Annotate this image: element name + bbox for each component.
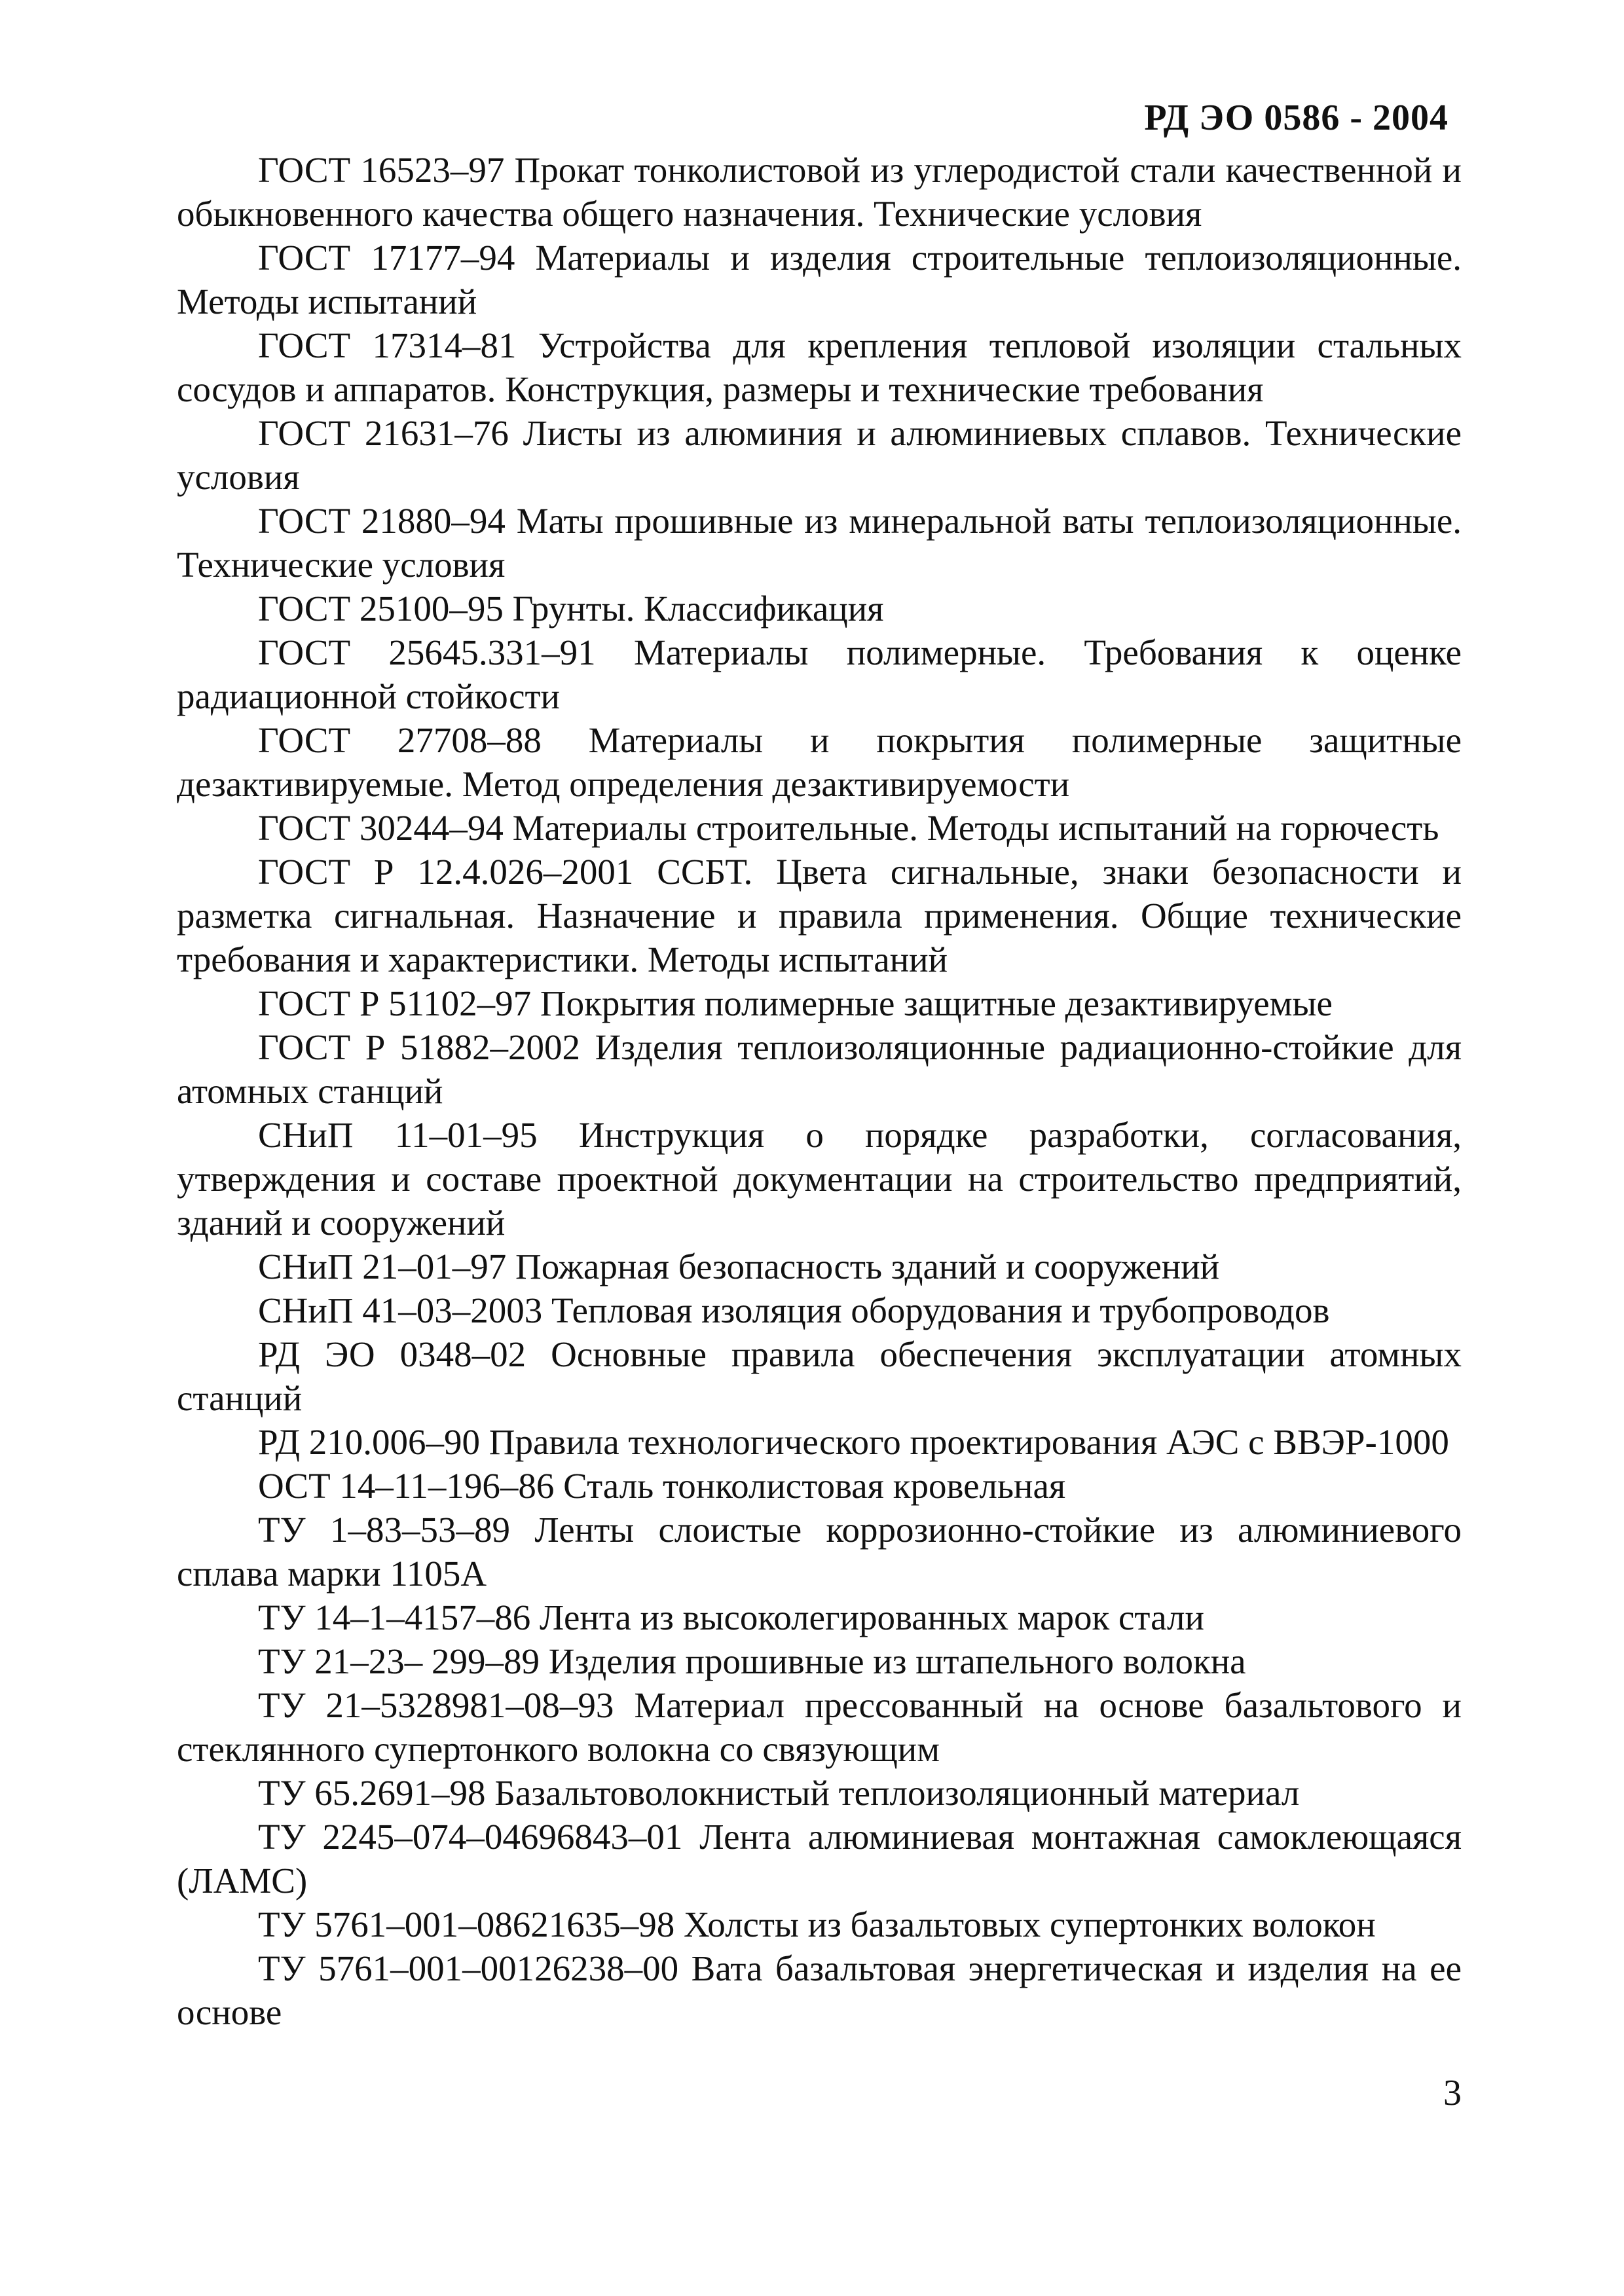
reference-entry: ТУ 5761–001–08621635–98 Холсты из базальтовых супертонких волокон — [258, 1904, 1376, 1944]
reference-entry: ГОСТ 27708–88 Материалы и покрытия полимерные защитные дезактивируемые. Метод определения дезактивируемости — [177, 720, 1462, 804]
reference-entry: СНиП 41–03–2003 Тепловая изоляция оборудования и трубопроводов — [258, 1290, 1330, 1330]
reference-entry: ТУ 5761–001–00126238–00 Вата базальтовая энергетическая и изделия на ее основе — [177, 1948, 1462, 2032]
reference-entry: ГОСТ 25100–95 Грунты. Классификация — [258, 589, 884, 629]
page-number: 3 — [1443, 2073, 1462, 2113]
reference-entry: СНиП 21–01–97 Пожарная безопасность зданий и сооружений — [258, 1247, 1220, 1286]
reference-entry: ГОСТ 21880–94 Маты прошивные из минеральной ваты теплоизоляционные. Технические условия — [177, 501, 1462, 585]
reference-entry: ГОСТ 17314–81 Устройства для крепления тепловой изоляции стальных сосудов и аппаратов. Конструкция, размеры и технические требования — [177, 325, 1462, 409]
reference-entry: ГОСТ 17177–94 Материалы и изделия строительные теплоизоляционные. Методы испытаний — [177, 238, 1462, 321]
reference-entry: ОСТ 14–11–196–86 Сталь тонколистовая кровельная — [258, 1466, 1066, 1506]
document-code-header: РД ЭО 0586 - 2004 — [1144, 98, 1449, 138]
reference-entry: ТУ 21–23– 299–89 Изделия прошивные из штапельного волокна — [258, 1641, 1246, 1681]
reference-entry: ТУ 1–83–53–89 Ленты слоистые коррозионно-стойкие из алюминиевого сплава марки 1105А — [177, 1510, 1462, 1594]
reference-entry: СНиП 11–01–95 Инструкция о порядке разработки, согласования, утверждения и составе проектной документации на строительство предприятий, зданий и сооружений — [177, 1115, 1462, 1243]
reference-entry: ТУ 21–5328981–08–93 Материал прессованный на основе базальтового и стеклянного супертонкого волокна со связующим — [177, 1685, 1462, 1769]
reference-entry: ГОСТ 30244–94 Материалы строительные. Методы испытаний на горючесть — [258, 808, 1439, 848]
reference-entry: РД ЭО 0348–02 Основные правила обеспечения эксплуатации атомных станций — [177, 1334, 1462, 1418]
normative-references-list — [177, 148, 1462, 2034]
reference-entry: РД 210.006–90 Правила технологического проектирования АЭС с ВВЭР-1000 — [258, 1422, 1449, 1462]
reference-entry: ТУ 65.2691–98 Базальтоволокнистый теплоизоляционный материал — [258, 1773, 1300, 1813]
reference-entry: ГОСТ 25645.331–91 Материалы полимерные. Требования к оценке радиационной стойкости — [177, 632, 1462, 716]
reference-entry: ГОСТ Р 51882–2002 Изделия теплоизоляционные радиационно-стойкие для атомных станций — [177, 1027, 1462, 1111]
reference-entry: ГОСТ 21631–76 Листы из алюминия и алюминиевых сплавов. Технические условия — [177, 413, 1462, 497]
reference-entry: ТУ 14–1–4157–86 Лента из высоколегированных марок стали — [258, 1597, 1204, 1637]
reference-entry: ГОСТ 16523–97 Прокат тонколистовой из углеродистой стали качественной и обыкновенного качества общего назначения. Технические условия — [177, 150, 1462, 234]
reference-entry: ГОСТ Р 12.4.026–2001 ССБТ. Цвета сигнальные, знаки безопасности и разметка сигнальная. Назначение и правила применения. Общие технические требования и характеристики. Методы испытаний — [177, 852, 1462, 979]
reference-entry: ТУ 2245–074–04696843–01 Лента алюминиевая монтажная самоклеющаяся (ЛАМС) — [177, 1817, 1462, 1901]
reference-entry: ГОСТ Р 51102–97 Покрытия полимерные защитные дезактивируемые — [258, 983, 1333, 1023]
